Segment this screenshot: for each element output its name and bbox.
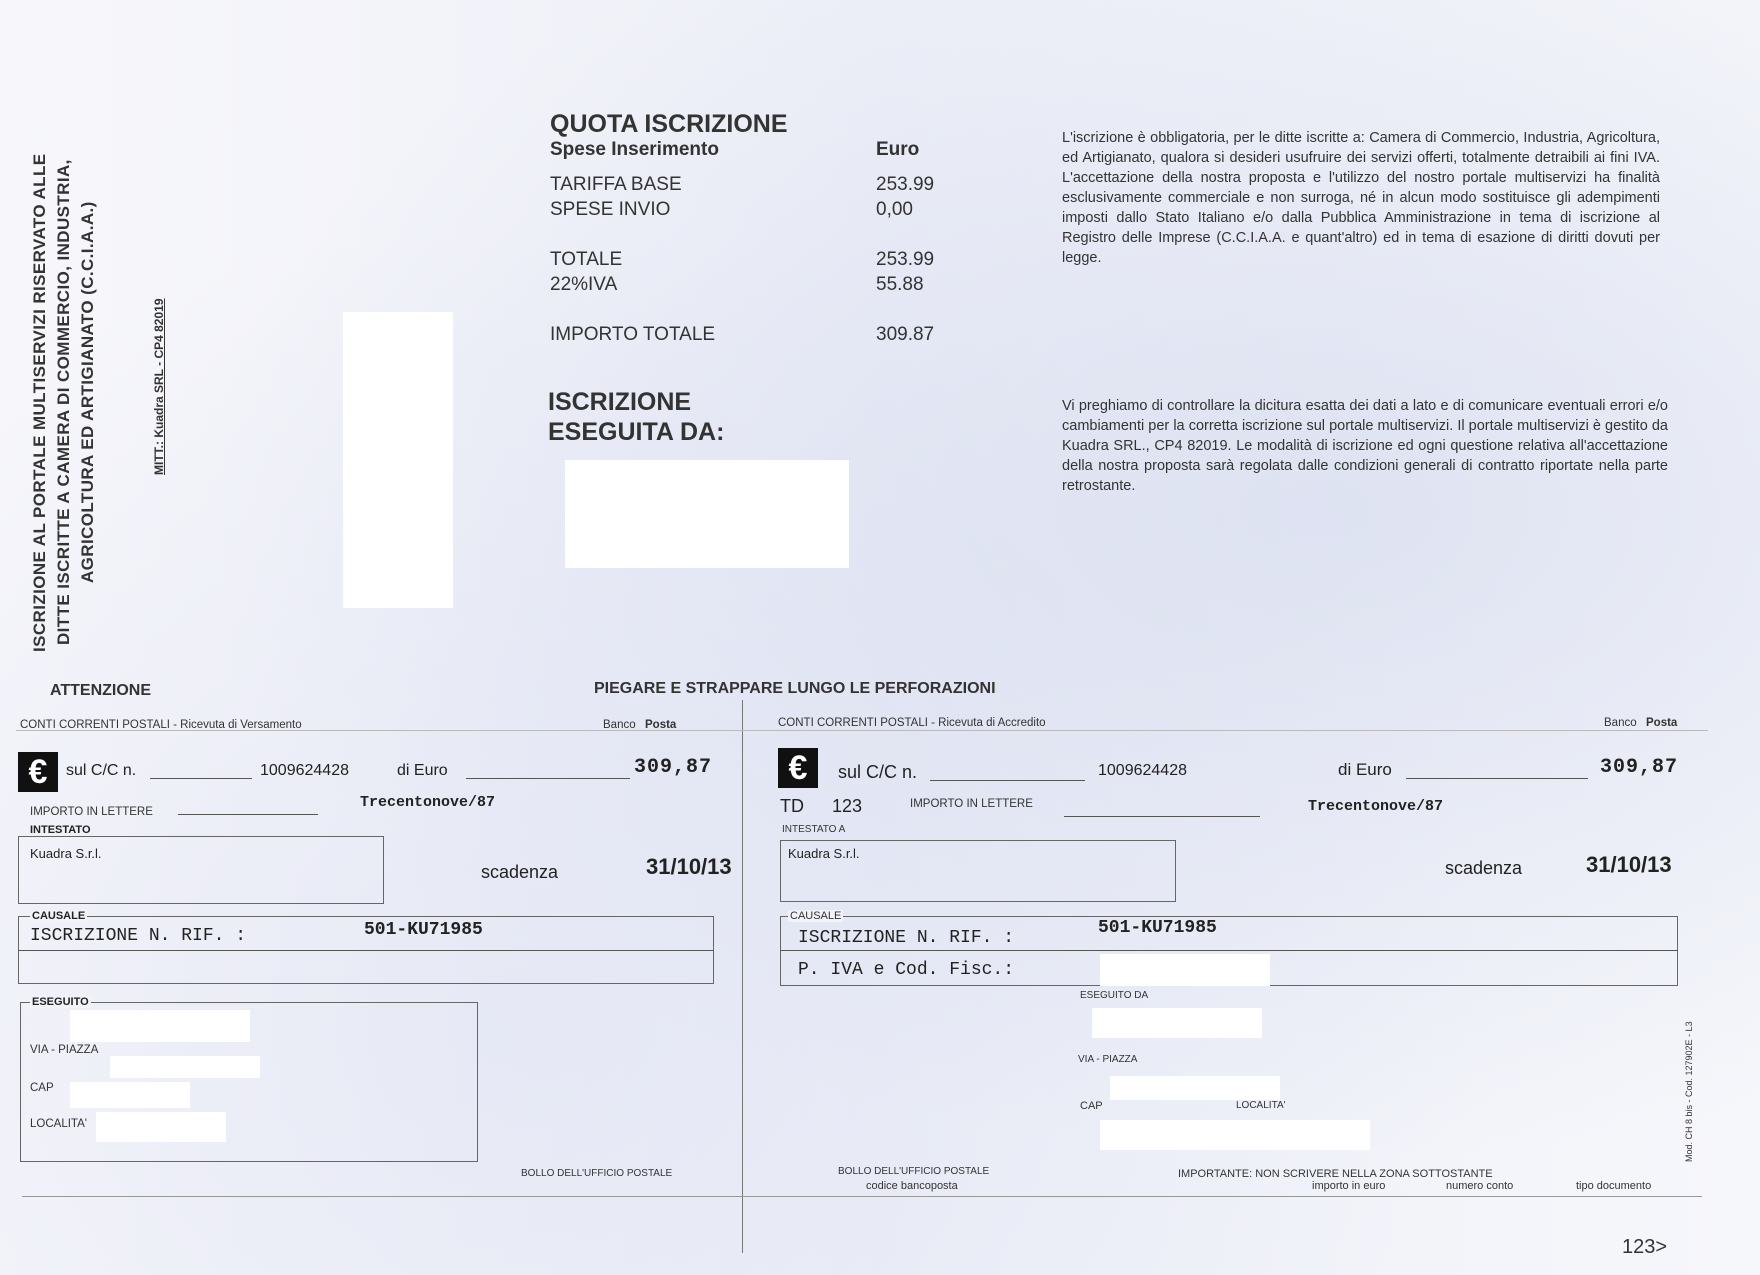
redacted-name-block <box>565 460 849 568</box>
redacted-executed-name <box>70 1010 250 1042</box>
redacted-street <box>110 1056 260 1078</box>
left-holder: Kuadra S.r.l. <box>30 846 102 861</box>
redacted-vat <box>1100 954 1270 986</box>
right-col-amount: importo in euro <box>1312 1180 1386 1192</box>
left-due-label: scadenza <box>481 862 559 882</box>
quota-currency-header: Euro <box>876 139 920 160</box>
quota-row-label: SPESE INVIO <box>550 199 671 220</box>
left-ref: 501-KU71985 <box>364 920 483 940</box>
left-cc-underline <box>150 778 252 779</box>
left-causale-divider <box>18 950 714 951</box>
left-amount-words-label: IMPORTO IN LETTERE <box>30 806 153 818</box>
euro-icon: € <box>778 748 818 788</box>
left-due-date: 31/10/13 <box>646 854 732 879</box>
redacted-locality <box>1100 1120 1370 1150</box>
quota-row-value: 55.88 <box>876 274 924 295</box>
left-bank-prefix: Banco <box>603 719 636 731</box>
left-cc-label: sul C/C n. <box>66 762 137 779</box>
right-cap-label: CAP <box>1080 1100 1103 1112</box>
quota-row-value: 0,00 <box>876 199 913 220</box>
right-due-label: scadenza <box>1445 858 1523 878</box>
left-amount-words: Trecentonove/87 <box>360 794 496 811</box>
right-bank-prefix: Banco <box>1604 717 1637 729</box>
left-causale-label: CAUSALE <box>32 910 86 922</box>
left-cc-number: 1009624428 <box>260 762 349 779</box>
left-street-label: VIA - PIAZZA <box>30 1044 99 1056</box>
left-slip-header: CONTI CORRENTI POSTALI - Ricevuta di Versamento <box>20 719 302 731</box>
right-causale-label: CAUSALE <box>790 910 842 922</box>
right-ref: 501-KU71985 <box>1098 918 1217 938</box>
left-euro-label: di Euro <box>397 762 448 779</box>
left-euro-underline <box>466 778 630 779</box>
right-col-account: numero conto <box>1446 1180 1514 1192</box>
right-slip-header: CONTI CORRENTI POSTALI - Ricevuta di Accredito <box>778 717 1046 729</box>
quota-row-label: TARIFFA BASE <box>550 174 682 195</box>
right-street-label: VIA - PIAZZA <box>1078 1054 1138 1065</box>
quota-title: QUOTA ISCRIZIONE <box>550 110 788 138</box>
bottom-zone-line <box>22 1196 1702 1197</box>
left-amount-words-underline <box>178 814 318 815</box>
perforation-line <box>742 700 743 1253</box>
right-cc-number: 1009624428 <box>1098 762 1187 779</box>
right-bancoposta-code: codice bancoposta <box>866 1180 958 1192</box>
redacted-cap <box>70 1082 190 1108</box>
quota-row-value: 309.87 <box>876 324 935 345</box>
left-amount: 309,87 <box>634 756 713 779</box>
performed-by-title-line2: ESEGUITA DA: <box>548 418 725 446</box>
notes-paragraph-1: L'iscrizione è obbligatoria, per le ditte iscritte a: Camera di Commercio, Industria, Agricoltura, ed Artigianato, qualora si desideri usufruire dei servizi offerti, totalmente detraibili ai fini IVA. L'accettazione della nostra proposta e l'utilizzo del nostro portale multiservizi ha finalità esclusivamente commerciale e non surroga, né in alcun modo sostituisce gli adempimenti imposti dallo Stato Italiano e/o dalla Pubblica Amministrazione in tema di iscrizione al Registro delle Imprese (C.C.I.A.A. e quant'altro) ed in tema di esazione di diritti dovuti per legge. <box>1062 130 1660 266</box>
quota-row-value: 253.99 <box>876 174 935 195</box>
right-stamp-label: BOLLO DELL'UFFICIO POSTALE <box>838 1166 990 1177</box>
performed-by-title-line1: ISCRIZIONE <box>548 388 692 416</box>
vertical-title-line1: ISCRIZIONE AL PORTALE MULTISERVIZI RISERVATO ALLE <box>30 153 49 652</box>
redacted-locality <box>96 1112 226 1142</box>
attention-label: ATTENZIONE <box>50 682 152 699</box>
right-executed-label: ESEGUITO DA <box>1080 990 1149 1001</box>
right-bank-name: Posta <box>1646 717 1678 729</box>
left-stamp-label: BOLLO DELL'UFFICIO POSTALE <box>521 1168 673 1179</box>
euro-icon: € <box>18 752 58 792</box>
fold-instruction: PIEGARE E STRAPPARE LUNGO LE PERFORAZIONI <box>594 680 996 697</box>
right-cc-underline <box>930 780 1085 781</box>
redacted-street <box>1110 1076 1280 1100</box>
right-important-note: IMPORTANTE: NON SCRIVERE NELLA ZONA SOTTOSTANTE <box>1178 1168 1493 1180</box>
right-due-date: 31/10/13 <box>1586 852 1672 877</box>
right-amount-words: Trecentonove/87 <box>1308 798 1444 815</box>
quota-row-value: 253.99 <box>876 249 935 270</box>
quota-row-label: IMPORTO TOTALE <box>550 324 716 345</box>
notes-paragraph-2: Vi preghiamo di controllare la dicitura esatta dei dati a lato e di comunicare eventuali errori e/o cambiamenti per la corretta iscrizione sul portale multiservizi. Il portale multiservizi è gestito da Kuadra SRL., CP4 82019. Le modalità di iscrizione ed ogni questione relativa all'accettazione della nostra proposta sarà regolata dalle condizioni generali di contratto riportate nella parte retrostante. <box>1062 398 1668 494</box>
redacted-executed-name <box>1092 1008 1262 1038</box>
right-amount-words-underline <box>1064 816 1260 817</box>
right-vat-label: P. IVA e Cod. Fisc.: <box>798 960 1015 980</box>
right-amount-words-label: IMPORTO IN LETTERE <box>910 798 1033 810</box>
redacted-address-block <box>343 312 453 608</box>
right-causale: ISCRIZIONE N. RIF. : <box>798 928 1015 948</box>
sender-label: MITT.: Kuadra SRL - CP4 82019 <box>152 298 166 475</box>
quota-row-label: TOTALE <box>550 249 623 270</box>
left-executed-label: ESEGUITO <box>32 996 89 1008</box>
quota-row-label: 22%IVA <box>550 274 618 295</box>
quota-subtitle: Spese Inserimento <box>550 139 719 160</box>
vertical-title-line2: DITTE ISCRITTE A CAMERA DI COMMERCIO, INDUSTRIA, <box>54 159 73 645</box>
right-locality-label: LOCALITA' <box>1236 1100 1286 1111</box>
bottom-code: 123> <box>1622 1236 1668 1258</box>
right-col-doctype: tipo documento <box>1576 1180 1652 1192</box>
right-td-label: TD <box>780 796 804 816</box>
left-bank-name: Posta <box>645 719 677 731</box>
right-holder: Kuadra S.r.l. <box>788 846 860 861</box>
left-cap-label: CAP <box>30 1082 54 1094</box>
left-locality-label: LOCALITA' <box>30 1118 87 1130</box>
right-td-value: 123 <box>832 796 863 816</box>
right-cc-label: sul C/C n. <box>838 762 918 782</box>
left-holder-label: INTESTATO <box>30 824 91 836</box>
form-code-vertical: Mod. CH 8 bis - Cod. 127902E - L3 <box>1684 1021 1694 1162</box>
left-causale: ISCRIZIONE N. RIF. : <box>30 926 247 946</box>
right-amount: 309,87 <box>1600 756 1679 779</box>
right-causale-divider <box>780 950 1678 951</box>
right-holder-label: INTESTATO A <box>782 824 846 835</box>
right-euro-underline <box>1406 778 1588 779</box>
vertical-title-line3: AGRICOLTURA ED ARTIGIANATO (C.C.I.A.A.) <box>78 201 97 583</box>
right-euro-label: di Euro <box>1338 760 1392 779</box>
